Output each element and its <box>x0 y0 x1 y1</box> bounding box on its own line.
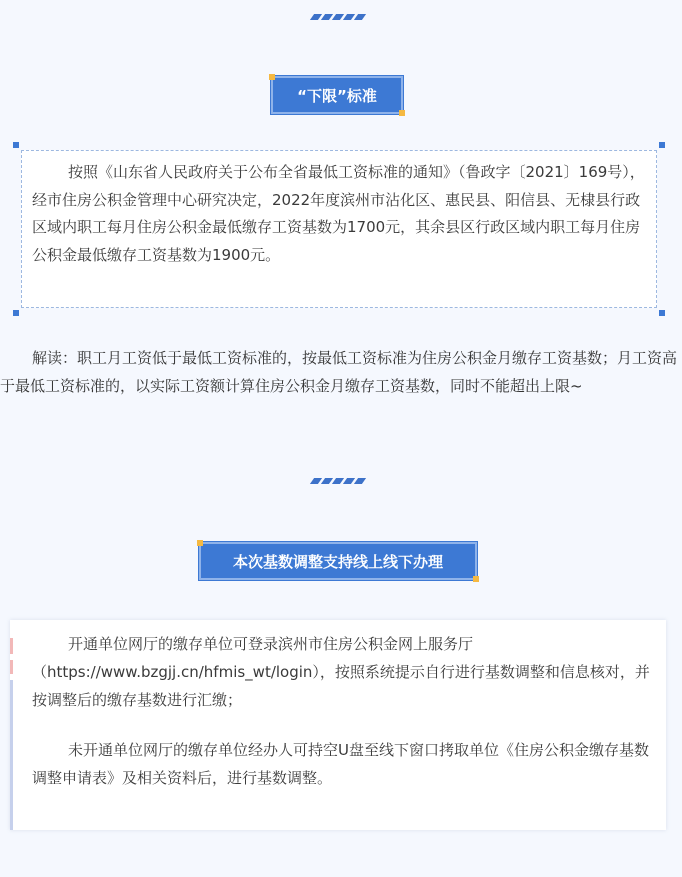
card-corner-square <box>13 142 19 148</box>
badge-corner <box>473 576 479 582</box>
process-card <box>10 620 666 830</box>
section2-title: 本次基数调整支持线上线下办理 <box>232 552 443 571</box>
divider-stripes-middle <box>312 478 364 484</box>
card-accent-bar-red <box>10 638 13 654</box>
standard-card <box>16 145 662 313</box>
card-accent-bar-red <box>10 660 13 674</box>
section2-badge <box>199 542 477 580</box>
card-corner-square <box>13 310 19 316</box>
card-accent-bar-blue <box>10 680 13 830</box>
card-corner-square <box>659 142 665 148</box>
badge-corner <box>269 74 275 80</box>
explanation-text: 解读：职工月工资低于最低工资标准的，按最低工资标准为住房公积金月缴存工资基数；月工资高于最低工资标准的，以实际工资额计算住房公积金月缴存工资基数，同时不能超出上限~ <box>0 349 678 395</box>
section1-badge <box>271 76 403 114</box>
offline-process-text: 未开通单位网厅的缴存单位经办人可持空U盘至线下窗口拷取单位《住房公积金缴存基数调整申请表》及相关资料后，进行基数调整。 <box>32 741 649 787</box>
standard-body-text: 按照《山东省人民政府关于公布全省最低工资标准的通知》（鲁政字〔2021〕169号），经市住房公积金管理中心研究决定，2022年度滨州市沾化区、惠民县、阳信县、无棣县行政区域内职工每月住房公积金最低缴存工资基数为1700元，其余县区行政区域内职工每月住房公积金最低缴存工资基数为1900元。 <box>32 163 645 264</box>
badge-corner <box>399 110 405 116</box>
card-corner-square <box>659 310 665 316</box>
section1-title: “下限”标准 <box>297 86 377 105</box>
online-process-text: 开通单位网厅的缴存单位可登录滨州市住房公积金网上服务厅（https://www.bzgjj.cn/hfmis_wt/login），按照系统提示自行进行基数调整和信息核对，并按调整后的缴存基数进行汇缴； <box>32 635 650 709</box>
divider-stripes-top <box>312 14 364 20</box>
badge-corner <box>197 540 203 546</box>
